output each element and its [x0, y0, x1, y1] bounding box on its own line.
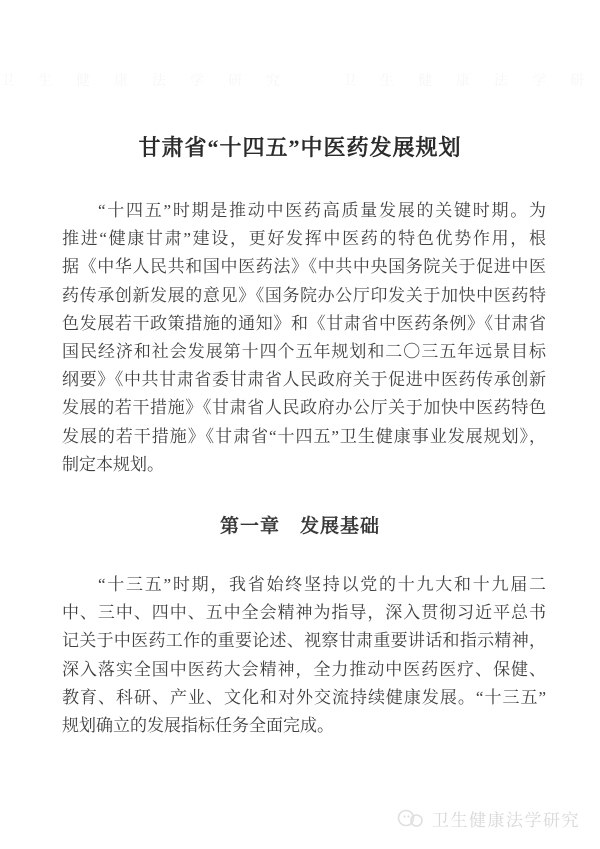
- text-line: 规划确立的发展指标任务全面完成。: [62, 715, 334, 735]
- text-line: 色发展若干政策措施的通知》和《甘肃省中医药条例》《甘肃省: [62, 313, 546, 333]
- text-line: “十四五”时期是推动中医药高质量发展的关键时期。为: [98, 201, 546, 220]
- text-line: 发展的若干措施》《甘肃省人民政府办公厅关于加快中医药特色: [62, 398, 546, 418]
- text-line: 记关于中医药工作的重要论述、视察甘肃重要讲话和指示精神，: [62, 631, 546, 651]
- chapter-heading: 第一章 发展基础: [219, 516, 380, 537]
- watermark: [396, 806, 580, 831]
- text-line: 药传承创新发展的意见》《国务院办公厅印发关于加快中医药特: [62, 285, 546, 305]
- text-line: 国民经济和社会发展第十四个五年规划和二〇三五年远景目标: [62, 341, 546, 361]
- paragraph-chapter1: [62, 571, 546, 740]
- text-line: 据《中华人民共和国中医药法》《中共中央国务院关于促进中医: [62, 257, 546, 277]
- text-line: 制定本规划。: [62, 454, 164, 474]
- paragraph-intro: [62, 197, 546, 479]
- text-line: 纲要》《中共甘肃省委甘肃省人民政府关于促进中医药传承创新: [62, 370, 546, 390]
- text-line: 深入落实全国中医药大会精神，全力推动中医药医疗、保健、: [62, 659, 546, 679]
- text-line: 中、三中、四中、五中全会精神为指导，深入贯彻习近平总书: [62, 603, 546, 623]
- document-title: 甘肃省“十四五”中医药发展规划: [138, 135, 462, 160]
- text-line: 发展的若干措施》《甘肃省“十四五”卫生健康事业发展规划》，: [62, 426, 546, 446]
- text-line: 推进“健康甘肃”建设，更好发挥中医药的特色优势作用，根: [62, 229, 546, 249]
- text-line: 教育、科研、产业、文化和对外交流持续健康发展。“十三五”: [62, 687, 546, 707]
- watermark-logo-icon: [396, 807, 426, 831]
- faint-tiled-watermark: [0, 70, 600, 96]
- text-line: “十三五”时期，我省始终坚持以党的十九大和十九届二: [98, 575, 546, 594]
- watermark-text: 卫生健康法学研究: [432, 811, 580, 830]
